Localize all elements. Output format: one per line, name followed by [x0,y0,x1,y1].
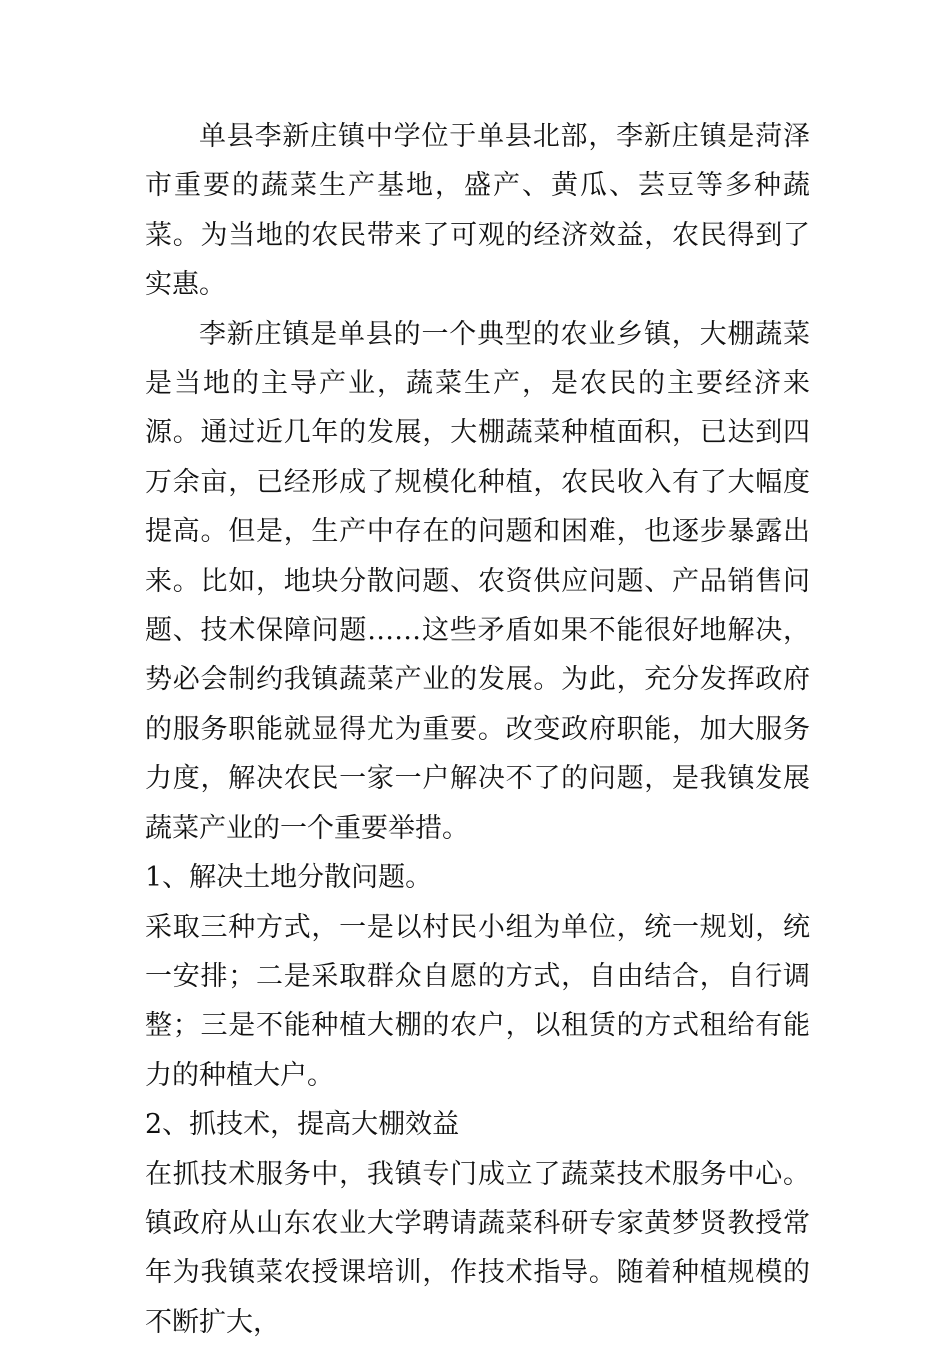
section-heading-technology: 2、抓技术，提高大棚效益 [145,1109,460,1141]
paragraph-intro: 单县李新庄镇中学位于单县北部，李新庄镇是菏泽市重要的蔬菜生产基地，盛产、黄瓜、芸豆等多种蔬菜。为当地的农民带来了可观的经济效益，农民得到了实惠。 [145,121,810,301]
paragraph-technology: 在抓技术服务中，我镇专门成立了蔬菜技术服务中心。镇政府从山东农业大学聘请蔬菜科研专家黄梦贤教授常年为我镇菜农授课培训，作技术指导。随着种植规模的不断扩大， [145,1158,810,1338]
section-heading-land: 1、解决土地分散问题。 [145,862,433,894]
paragraph-background: 李新庄镇是单县的一个典型的农业乡镇，大棚蔬菜是当地的主导产业，蔬菜生产，是农民的主要经济来源。通过近几年的发展，大棚蔬菜种植面积，已达到四万余亩，已经形成了规模化种植，农民收入有了大幅度提高。但是，生产中存在的问题和困难，也逐步暴露出来。比如，地块分散问题、农资供应问题、产品销售问题、技术保障问题……这些矛盾如果不能很好地解决，势必会制约我镇蔬菜产业的发展。为此，充分发挥政府的服务职能就显得尤为重要。改变政府职能，加大服务力度，解决农民一家一户解决不了的问题，是我镇发展蔬菜产业的一个重要举措。 [145,318,810,844]
paragraph-land-measures: 采取三种方式，一是以村民小组为单位，统一规划，统一安排；二是采取群众自愿的方式，自由结合，自行调整；三是不能种植大棚的农户，以租赁的方式租给有能力的种植大户。 [145,911,810,1091]
document-body [145,112,810,1347]
